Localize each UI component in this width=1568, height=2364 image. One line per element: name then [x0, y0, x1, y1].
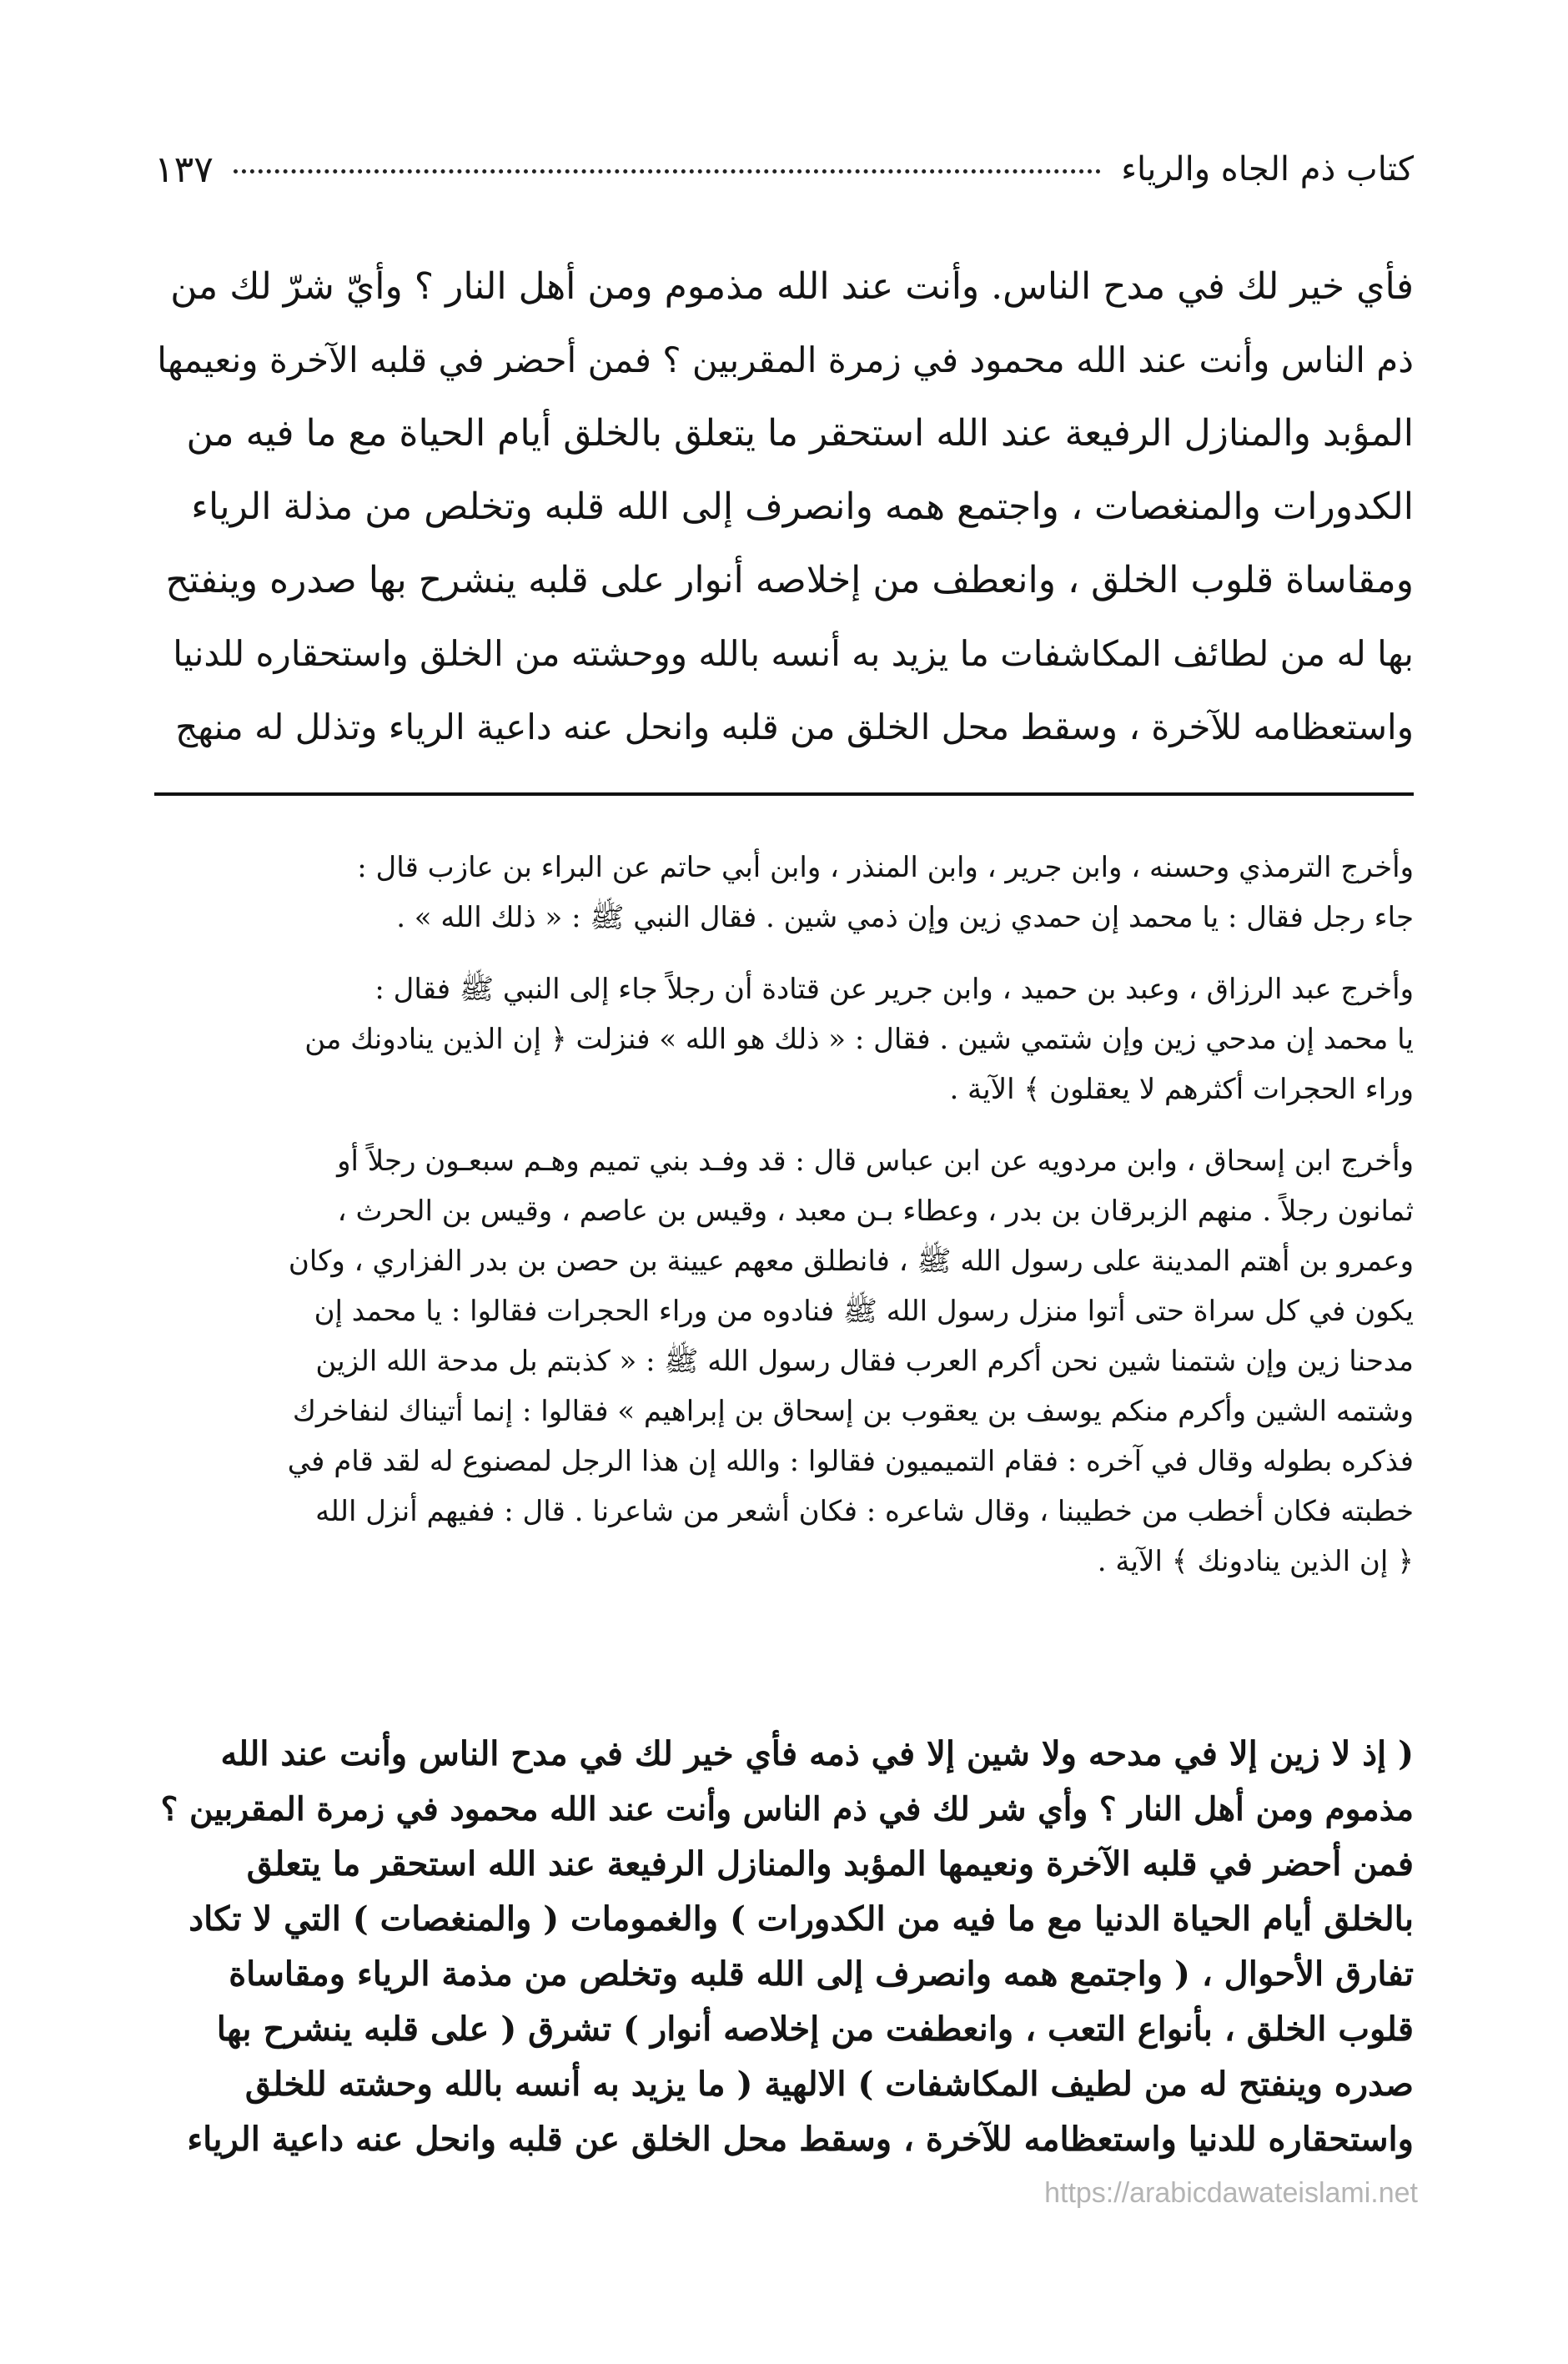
running-title: كتاب ذم الجاه والرياء — [1121, 150, 1414, 189]
footnote-line: فذكره بطوله وقال في آخره : فقام التميميون فقالوا : والله إن هذا الرجل لمصنوع له لقد قام في — [287, 1445, 1414, 1478]
footnote-separator — [154, 792, 1414, 796]
main-text-line: بها له من لطائف المكاشفات ما يزيد به أنسه بالله ووحشته من الخلق واستحقاره للدنيا — [173, 633, 1414, 674]
main-text-line: ومقاساة قلوب الخلق ، وانعطف من إخلاصه أنوار على قلبه ينشرح بها صدره وينفتح — [165, 559, 1414, 601]
commentary-line: قلوب الخلق ، بأنواع التعب ، وانعطفت من إخلاصه أنوار ) تشرق ( على قلبه ينشرح بها — [216, 2009, 1414, 2049]
footnote-line: وأخرج الترمذي وحسنه ، وابن جرير ، وابن المنذر ، وابن أبي حاتم عن البراء بن عازب قال : — [357, 851, 1414, 884]
footnote-line: جاء رجل فقال : يا محمد إن حمدي زين وإن ذمي شين . فقال النبي ﷺ : « ذلك الله » . — [396, 901, 1414, 934]
footnote-line: وراء الحجرات أكثرهم لا يعقلون ﴾ الآية . — [949, 1073, 1414, 1106]
main-text-line: ذم الناس وأنت عند الله محمود في زمرة المقربين ؟ فمن أحضر في قلبه الآخرة ونعيمها — [157, 340, 1414, 380]
footnote-line: وشتمه الشين وأكرم منكم يوسف بن يعقوب بن إسحاق بن إبراهيم » فقالوا : إنما أتيناك لنفاخرك — [292, 1395, 1414, 1428]
main-text-line: المؤبد والمنازل الرفيعة عند الله استحقر ما يتعلق بالخلق أيام الحياة مع ما فيه من — [186, 412, 1414, 455]
commentary-line: تفارق الأحوال ، ( واجتمع همه وانصرف إلى الله قلبه وتخلص من مذمة الرياء ومقاساة — [229, 1954, 1414, 1994]
commentary-line: بالخلق أيام الحياة الدنيا مع ما فيه من الكدورات ) والغمومات ( والمنغصات ) التي لا تكاد — [188, 1899, 1414, 1939]
footnote-paragraph — [154, 842, 1414, 943]
page-header — [154, 140, 1414, 199]
page-number: ١٣٧ — [154, 148, 214, 191]
footnote-line: وعمرو بن أهتم المدينة على رسول الله ﷺ ، فانطلق معهم عيينة بن حصن بن بدر الفزاري ، وكان — [288, 1245, 1414, 1278]
footnote-line: يا محمد إن مدحي زين وإن شتمي شين . فقال : « ذلك هو الله » فنزلت ﴿ إن الذين ينادونك من — [304, 1023, 1414, 1056]
footnote-line: خطبته فكان أخطب من خطيبنا ، وقال شاعره : فكان أشعر من شاعرنا . قال : ففيهم أنزل الله — [315, 1495, 1414, 1528]
commentary-line: واستحقاره للدنيا واستعظامه للآخرة ، وسقط محل الخلق عن قلبه وانحل عنه داعية الرياء — [187, 2120, 1414, 2159]
footnote-paragraph — [154, 1136, 1414, 1587]
footnote-paragraph — [154, 964, 1414, 1114]
footnote-line: وأخرج ابن إسحاق ، وابن مردويه عن ابن عباس قال : قد وفـد بني تميم وهـم سبعـون رجلاً أو — [337, 1144, 1414, 1178]
main-text-line: فأي خير لك في مدح الناس. وأنت عند الله مذموم ومن أهل النار ؟ وأيّ شرّ لك من — [170, 265, 1414, 308]
watermark-url: https://arabicdawateislami.net — [1044, 2177, 1418, 2209]
commentary — [154, 1727, 1414, 2167]
leader-dots — [234, 166, 1101, 174]
main-text-line: واستعظامه للآخرة ، وسقط محل الخلق من قلبه وانحل عنه داعية الرياء وتذلل له منهج — [175, 707, 1414, 747]
footnote-line: ﴿ إن الذين ينادونك ﴾ الآية . — [1097, 1545, 1414, 1578]
commentary-line: ( إذ لا زين إلا في مدحه ولا شين إلا في ذمه فأي خير لك في مدح الناس وأنت عند الله — [220, 1734, 1414, 1773]
commentary-line: صدره وينفتح له من لطيف المكاشفات ) الالهية ( ما يزيد به أنسه بالله وحشته للخلق — [244, 2065, 1414, 2104]
main-text — [154, 250, 1414, 764]
footnote-line: يكون في كل سراة حتى أتوا منزل رسول الله ﷺ فنادوه من وراء الحجرات فقالوا : يا محمد إن — [314, 1295, 1414, 1328]
footnotes — [154, 842, 1414, 1608]
commentary-line: مذموم ومن أهل النار ؟ وأي شر لك في ذم الناس وأنت عند الله محمود في زمرة المقربين ؟ — [160, 1790, 1414, 1828]
footnote-line: مدحنا زين وإن شتمنا شين نحن أكرم العرب فقال رسول الله ﷺ : « كذبتم بل مدحة الله الزين — [315, 1345, 1414, 1378]
footnote-line: وأخرج عبد الرزاق ، وعبد بن حميد ، وابن جرير عن قتادة أن رجلاً جاء إلى النبي ﷺ فقال : — [374, 973, 1414, 1006]
commentary-line: فمن أحضر في قلبه الآخرة ونعيمها المؤبد والمنازل الرفيعة عند الله استحقر ما يتعلق — [246, 1844, 1414, 1884]
footnote-line: ثمانون رجلاً . منهم الزبرقان بن بدر ، وعطاء بـن معبد ، وقيس بن عاصم ، وقيس بن الحرث ، — [337, 1195, 1414, 1228]
main-text-line: الكدورات والمنغصات ، واجتمع همه وانصرف إلى الله قلبه وتخلص من مذلة الرياء — [191, 485, 1414, 528]
